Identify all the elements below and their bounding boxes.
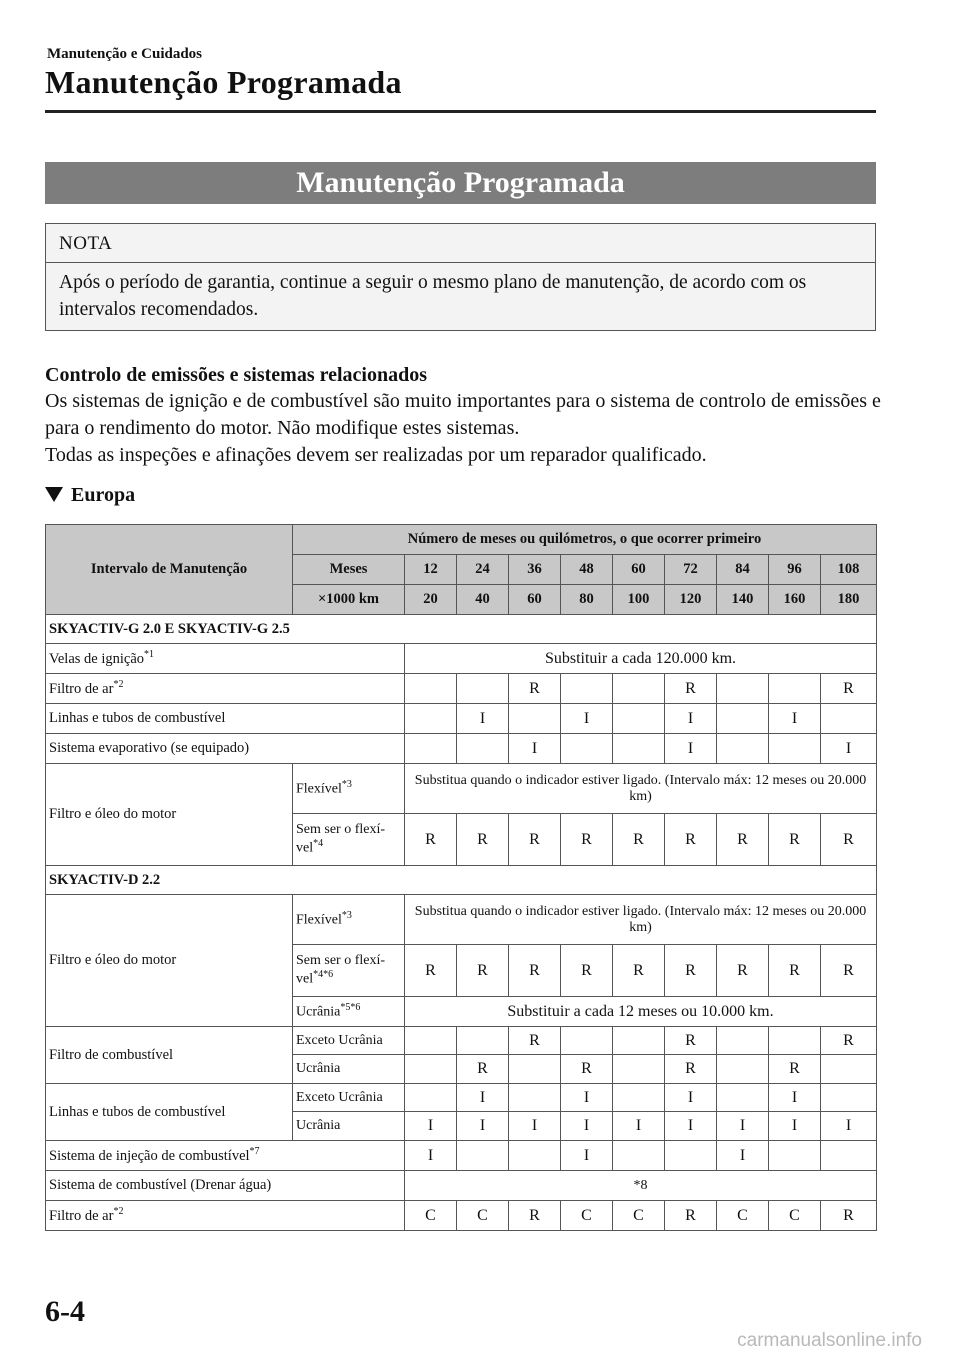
schedule-cell: I: [561, 1084, 613, 1112]
schedule-cell: [613, 1027, 665, 1055]
emissions-line-1: Os sistemas de ignição e de combustível são muito importantes para o sistema de controlo de emissões e para o rendimento do motor. Não modifique estes sistemas.: [45, 390, 881, 439]
schedule-cell: [405, 1084, 457, 1112]
schedule-cell: I: [665, 1112, 717, 1141]
page-title: Manutenção Programada: [45, 64, 402, 100]
schedule-cell: [769, 674, 821, 704]
injection-label: Sistema de injeção de combustível$^{*7}$: [46, 1141, 405, 1171]
schedule-cell: [769, 734, 821, 764]
schedule-cell: I: [561, 1141, 613, 1171]
schedule-cell: [405, 734, 457, 764]
schedule-cell: [561, 734, 613, 764]
schedule-cell: R: [665, 1055, 717, 1084]
months-cell: 72: [665, 555, 717, 585]
months-cell: 60: [613, 555, 665, 585]
schedule-cell: I: [769, 1084, 821, 1112]
schedule-cell: R: [665, 674, 717, 704]
km-cell: 140: [717, 585, 769, 615]
schedule-cell: R: [821, 945, 877, 997]
schedule-cell: C: [717, 1201, 769, 1231]
fuel-lines-label: Linhas e tubos de combustível: [46, 704, 405, 734]
fuel-lines-ukraine-label: Ucrânia: [293, 1112, 405, 1141]
schedule-cell: [821, 1084, 877, 1112]
schedule-cell: [509, 704, 561, 734]
schedule-cell: [717, 1084, 769, 1112]
km-cell: 120: [665, 585, 717, 615]
schedule-cell: [613, 704, 665, 734]
schedule-cell: [405, 704, 457, 734]
fuel-lines-diesel-label: Linhas e tubos de combustível: [46, 1084, 293, 1141]
schedule-cell: I: [769, 704, 821, 734]
km-cell: 40: [457, 585, 509, 615]
fuel-filter-except-label: Exceto Ucrânia: [293, 1027, 405, 1055]
schedule-cell: [457, 674, 509, 704]
flexible-diesel-value: Substitua quando o indicador estiver ligado. (Intervalo máx: 12 meses ou 20.000 km): [405, 895, 877, 945]
schedule-cell: R: [821, 814, 877, 866]
schedule-cell: [717, 704, 769, 734]
schedule-cell: I: [457, 704, 509, 734]
schedule-cell: [457, 1141, 509, 1171]
schedule-cell: R: [509, 674, 561, 704]
schedule-cell: I: [457, 1084, 509, 1112]
fuel-filter-label: Filtro de combustível: [46, 1027, 293, 1084]
schedule-cell: R: [665, 945, 717, 997]
km-cell: 180: [821, 585, 877, 615]
air-filter-label: Filtro de $ar^{*2}$: [46, 674, 405, 704]
schedule-cell: R: [665, 1027, 717, 1055]
schedule-cell: I: [665, 704, 717, 734]
km-cell: 160: [769, 585, 821, 615]
schedule-cell: I: [769, 1112, 821, 1141]
schedule-cell: I: [821, 1112, 877, 1141]
schedule-cell: [509, 1141, 561, 1171]
months-cell: 108: [821, 555, 877, 585]
emissions-heading: Controlo de emissões e sistemas relacionados: [45, 364, 428, 386]
months-cell: 24: [457, 555, 509, 585]
km-cell: 100: [613, 585, 665, 615]
schedule-cell: [509, 1084, 561, 1112]
drain-value: *8: [405, 1171, 877, 1201]
schedule-cell: R: [509, 1027, 561, 1055]
section-label: Manutenção e Cuidados: [47, 46, 203, 62]
note-text: Após o período de garantia, continue a seguir o mesmo plano de manutenção, de acordo com os intervalos recomendados.: [59, 272, 807, 320]
oil-filter-label: Filtro e óleo do motor: [46, 764, 293, 866]
ukraine-oil-value: Substituir a cada 12 meses ou 10.000 km.: [405, 997, 877, 1027]
schedule-cell: [613, 1055, 665, 1084]
schedule-cell: I: [561, 1112, 613, 1141]
schedule-cell: R: [561, 945, 613, 997]
schedule-cell: R: [821, 1027, 877, 1055]
schedule-cell: [665, 1141, 717, 1171]
page-number: 6-4: [45, 1295, 85, 1328]
schedule-cell: R: [457, 1055, 509, 1084]
schedule-cell: R: [509, 945, 561, 997]
schedule-cell: R: [821, 674, 877, 704]
schedule-cell: [613, 1141, 665, 1171]
spark-plugs-label: Velas de ignição$^{*1}$: [46, 644, 405, 674]
km-cell: 60: [509, 585, 561, 615]
schedule-cell: I: [665, 1084, 717, 1112]
evaporative-label: Sistema evaporativo (se equipado): [46, 734, 405, 764]
region-label: Europa: [71, 484, 136, 506]
schedule-cell: R: [509, 1201, 561, 1231]
schedule-cell: R: [717, 814, 769, 866]
flexible-diesel-label: Flexível$^{*3}$: [293, 895, 405, 945]
schedule-cell: [457, 1027, 509, 1055]
schedule-cell: C: [613, 1201, 665, 1231]
schedule-cell: [717, 1055, 769, 1084]
schedule-cell: R: [613, 945, 665, 997]
schedule-cell: R: [457, 945, 509, 997]
section-banner: Manutenção Programada: [45, 162, 876, 204]
schedule-cell: [613, 674, 665, 704]
fuel-lines-except-label: Exceto Ucrânia: [293, 1084, 405, 1112]
note-heading: NOTA: [46, 224, 875, 263]
triangle-down-icon: [45, 487, 63, 502]
schedule-cell: [613, 734, 665, 764]
schedule-cell: R: [613, 814, 665, 866]
schedule-cell: C: [457, 1201, 509, 1231]
months-cell: 36: [509, 555, 561, 585]
schedule-cell: [821, 1055, 877, 1084]
oil-filter-diesel-label: Filtro e óleo do motor: [46, 895, 293, 1027]
schedule-cell: R: [821, 1201, 877, 1231]
note-box: [45, 223, 876, 331]
schedule-cell: R: [509, 814, 561, 866]
km-cell: 20: [405, 585, 457, 615]
fixed-label: Sem ser o flexí- vel$^{*4}$: [293, 814, 405, 866]
schedule-cell: R: [405, 945, 457, 997]
schedule-cell: [509, 1055, 561, 1084]
fixed-diesel-label: Sem ser o flexí- vel$^{*4*6}$: [293, 945, 405, 997]
km-label: ×1000 km: [293, 585, 405, 615]
months-cell: 84: [717, 555, 769, 585]
interval-header: Intervalo de Manutenção: [46, 525, 293, 615]
schedule-cell: [717, 1027, 769, 1055]
schedule-cell: I: [821, 734, 877, 764]
schedule-cell: [457, 734, 509, 764]
schedule-cell: I: [717, 1141, 769, 1171]
flexible-label: Flexível$^{*3}$: [293, 764, 405, 814]
ukraine-oil-label: Ucrânia$^{*5*6}$: [293, 997, 405, 1027]
schedule-cell: R: [769, 945, 821, 997]
schedule-cell: [561, 1027, 613, 1055]
schedule-cell: [561, 674, 613, 704]
schedule-cell: I: [405, 1112, 457, 1141]
months-cell: 96: [769, 555, 821, 585]
schedule-cell: [405, 1055, 457, 1084]
flexible-value: Substitua quando o indicador estiver ligado. (Intervalo máx: 12 meses ou 20.000 km): [405, 764, 877, 814]
maintenance-table: [45, 524, 877, 1231]
schedule-cell: C: [561, 1201, 613, 1231]
schedule-cell: R: [717, 945, 769, 997]
months-cell: 12: [405, 555, 457, 585]
schedule-cell: [769, 1027, 821, 1055]
schedule-cell: I: [613, 1112, 665, 1141]
schedule-cell: C: [405, 1201, 457, 1231]
air-filter-diesel-label: Filtro de $ar^{*2}$: [46, 1201, 405, 1231]
schedule-cell: I: [509, 1112, 561, 1141]
months-label: Meses: [293, 555, 405, 585]
schedule-cell: R: [561, 814, 613, 866]
drain-label: Sistema de combustível (Drenar água): [46, 1171, 405, 1201]
schedule-cell: [769, 1141, 821, 1171]
region-heading: [45, 484, 135, 507]
schedule-cell: R: [769, 1055, 821, 1084]
schedule-cell: R: [665, 814, 717, 866]
schedule-cell: I: [561, 704, 613, 734]
schedule-cell: C: [769, 1201, 821, 1231]
schedule-cell: [405, 1027, 457, 1055]
schedule-cell: [821, 1141, 877, 1171]
schedule-cell: I: [665, 734, 717, 764]
schedule-cell: R: [405, 814, 457, 866]
schedule-cell: I: [717, 1112, 769, 1141]
emissions-paragraph: [45, 388, 895, 469]
schedule-cell: R: [665, 1201, 717, 1231]
emissions-line-2: Todas as inspeções e afinações devem ser realizadas por um reparador qualificado.: [45, 444, 707, 466]
schedule-cell: R: [561, 1055, 613, 1084]
top-header: Número de meses ou quilómetros, o que ocorrer primeiro: [293, 525, 877, 555]
schedule-cell: [405, 674, 457, 704]
schedule-cell: R: [769, 814, 821, 866]
schedule-cell: [717, 674, 769, 704]
schedule-cell: [613, 1084, 665, 1112]
km-cell: 80: [561, 585, 613, 615]
schedule-cell: [717, 734, 769, 764]
watermark: carmanualsonline.info: [737, 1330, 922, 1351]
schedule-cell: I: [457, 1112, 509, 1141]
title-divider: [45, 110, 876, 113]
schedule-cell: I: [509, 734, 561, 764]
fuel-filter-ukraine-label: Ucrânia: [293, 1055, 405, 1084]
diesel-section-heading: SKYACTIV-D 2.2: [46, 866, 877, 895]
schedule-cell: R: [457, 814, 509, 866]
petrol-section-heading: SKYACTIV-G 2.0 E SKYACTIV-G 2.5: [46, 615, 877, 644]
schedule-cell: I: [405, 1141, 457, 1171]
schedule-cell: [821, 704, 877, 734]
spark-plugs-value: Substituir a cada 120.000 km.: [405, 644, 877, 674]
months-cell: 48: [561, 555, 613, 585]
